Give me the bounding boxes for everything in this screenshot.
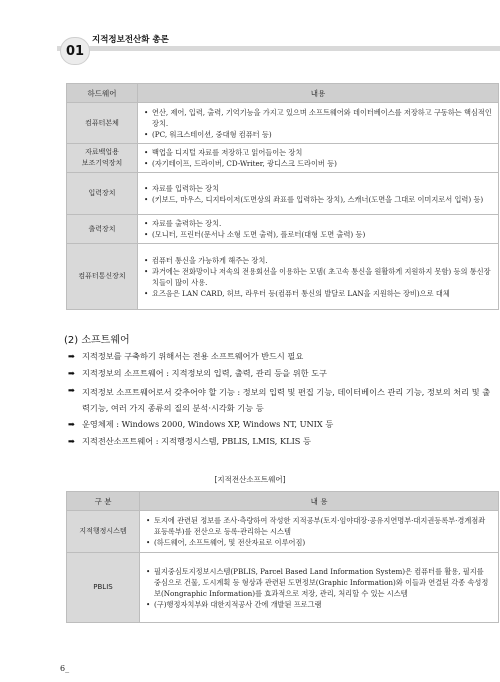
table-row bbox=[67, 144, 499, 173]
arrow-icon: ➡ bbox=[68, 368, 75, 378]
row-content: • 필지중심토지정보시스템(PBLIS, Parcel Based Land Information System)은 컴퓨터를 활용, 필지를 중심으로 건물, 도시계획 등 형상과 관련된 도면정보(Graphic Information)와 이들과 연결된 각종 속성정보(Nongraphic Information)를 효과적으로 저장, 관리, 처리할 수 있는 시스템 • (구)행정자치부와 대한지적공사 간에 개발된 프로그램 bbox=[140, 553, 499, 623]
list-item: (모니터, 프린터(문서나 소형 도면 출력), 플로터(대형 도면 출력) 등) bbox=[152, 230, 366, 239]
row-label: 컴퓨터본체 bbox=[67, 103, 138, 144]
paragraph bbox=[68, 418, 500, 431]
paragraph bbox=[68, 367, 500, 380]
hardware-table bbox=[66, 83, 499, 310]
row-label: PBLIS bbox=[67, 553, 140, 623]
arrow-icon: ➡ bbox=[68, 436, 75, 446]
page-number: 6_ bbox=[60, 664, 70, 673]
list-item: (구)행정자치부와 대한지적공사 간에 개발된 프로그램 bbox=[154, 599, 322, 609]
header-bar bbox=[57, 46, 500, 51]
row-content: • 토지에 관련된 정보를 조사·측량하여 작성한 지적공부(토지·임야대장·공유지연명부·대지권등록부·경계점좌표등록부)를 전산으로 등록·관리하는 시스템 • (하드웨어, 소프트웨어, 및 전산자료로 이루어짐) bbox=[140, 511, 499, 553]
paragraph-text: 지적정보의 소프트웨어 : 지적정보의 입력, 출력, 관리 등을 위한 도구 bbox=[82, 368, 327, 378]
paragraph-text: 지적정보를 구축하기 위해서는 전용 소프트웨어가 반드시 필요 bbox=[82, 351, 304, 361]
table-caption: [지적전산소프트웨어] bbox=[214, 475, 286, 484]
row-content: • 백업을 디지털 자료를 저장하고 읽어들이는 장치 • (자기테이프, 드라이버, CD-Writer, 광디스크 드라이버 등) bbox=[138, 144, 499, 173]
column-header: 내용 bbox=[138, 84, 499, 103]
table-row bbox=[67, 553, 499, 623]
table-row bbox=[67, 173, 499, 215]
paragraph bbox=[68, 384, 498, 416]
paragraph-text: 지적정보 소프트웨어로서 갖추어야 할 기능 : 정보의 입력 및 편집 기능, 데이터베이스 관리 기능, 정보의 처리 및 출력기능, 여러 가지 종류의 질의 분석·시각화 기능 등 bbox=[82, 387, 491, 413]
row-label: 출력장치 bbox=[67, 215, 138, 244]
list-item: 컴퓨터 통신을 가능하게 해주는 장치. bbox=[152, 255, 268, 265]
row-content: • 컴퓨터 통신을 가능하게 해주는 장치. • 과거에는 전화망이나 저속의 전용회선을 이용하는 모뎀( 초고속 통신을 원활하게 지원하지 못함) 등의 통신장치들이 많이 사용. • 요즈음은 LAN CARD, 허브, 라우터 등(컴퓨터 통신의 발달로 LAN을 지원하는 장비)으로 대체 bbox=[138, 244, 499, 310]
list-item: (키보드, 마우스, 디지타이저(도면상의 좌표를 입력하는 장치), 스캐너(도면을 그대로 이미지로서 입력) 등) bbox=[152, 194, 484, 204]
list-item: 백업을 디지털 자료를 저장하고 읽어들이는 장치 bbox=[152, 148, 303, 157]
table-row bbox=[67, 511, 499, 553]
paragraph bbox=[68, 350, 500, 363]
arrow-icon: ➡ bbox=[68, 419, 75, 429]
list-item: 필지중심토지정보시스템(PBLIS, Parcel Based Land Information System)은 컴퓨터를 활용, 필지를 중심으로 건물, 도시계획 등 형상과 관련된 도면정보(Graphic Information)와 이들과 연결된 각종 속성정보(Nongraphic Information)를 효과적으로 저장, 관리, 처리할 수 있는 시스템 bbox=[154, 566, 489, 598]
row-content: • 자료를 출력하는 장치. • (모니터, 프린터(문서나 소형 도면 출력), 플로터(대형 도면 출력) 등) bbox=[138, 215, 499, 244]
row-label: 지적행정시스템 bbox=[67, 511, 140, 553]
row-label bbox=[67, 144, 138, 173]
arrow-icon: ➡ bbox=[68, 385, 75, 395]
list-item: 토지에 관련된 정보를 조사·측량하여 작성한 지적공부(토지·임야대장·공유지연명부·대지권등록부·경계점좌표등록부)를 전산으로 등록·관리하는 시스템 bbox=[154, 516, 486, 536]
column-header: 하드웨어 bbox=[67, 84, 138, 103]
table-row bbox=[67, 244, 499, 310]
header-title: 지적정보전산화 총론 bbox=[92, 35, 169, 45]
list-item: 자료를 입력하는 장치 bbox=[152, 183, 220, 193]
row-content: • 연산, 제어, 입력, 출력, 기억기능을 가지고 있으며 소프트웨어와 데이터베이스를 저장하고 구동하는 핵심적인 장치. • (PC, 워크스테이션, 중대형 컴퓨터 등) bbox=[138, 103, 499, 144]
table-row bbox=[67, 215, 499, 244]
list-item: 과거에는 전화망이나 저속의 전용회선을 이용하는 모뎀( 초고속 통신을 원활하게 지원하지 못함) 등의 통신장치들이 많이 사용. bbox=[152, 266, 491, 287]
table-header-row bbox=[67, 492, 499, 511]
paragraph-text: 운영체제 : Windows 2000, Windows XP, Windows NT, UNIX 등 bbox=[82, 419, 334, 429]
row-label: 입력장치 bbox=[67, 173, 138, 215]
list-item: 요즈음은 LAN CARD, 허브, 라우터 등(컴퓨터 통신의 발달로 LAN을 지원하는 장비)으로 대체 bbox=[152, 288, 450, 298]
list-item: 자료를 출력하는 장치. bbox=[152, 219, 222, 228]
table-header-row bbox=[67, 84, 499, 103]
list-item: 연산, 제어, 입력, 출력, 기억기능을 가지고 있으며 소프트웨어와 데이터베이스를 저장하고 구동하는 핵심적인 장치. bbox=[152, 107, 492, 128]
software-table bbox=[66, 491, 499, 623]
section-title: (2) 소프트웨어 bbox=[64, 335, 130, 346]
column-header: 구 분 bbox=[67, 492, 140, 511]
column-header: 내 용 bbox=[140, 492, 499, 511]
paragraph bbox=[68, 435, 500, 448]
row-label-text: 자료백업용 보조기억장치 bbox=[81, 148, 123, 167]
list-item: (하드웨어, 소프트웨어, 및 전산자료로 이루어짐) bbox=[154, 538, 306, 547]
row-label: 컴퓨터통신장치 bbox=[67, 244, 138, 310]
table-row bbox=[67, 103, 499, 144]
row-content: • 자료를 입력하는 장치 • (키보드, 마우스, 디지타이저(도면상의 좌표를 입력하는 장치), 스캐너(도면을 그대로 이미지로서 입력) 등) bbox=[138, 173, 499, 215]
list-item: (PC, 워크스테이션, 중대형 컴퓨터 등) bbox=[152, 129, 272, 139]
chapter-badge: 01 bbox=[60, 37, 90, 65]
list-item: (자기테이프, 드라이버, CD-Writer, 광디스크 드라이버 등) bbox=[152, 159, 337, 168]
paragraph-text: 지적전산소프트웨어 : 지적행정시스템, PBLIS, LMIS, KLIS 등 bbox=[82, 436, 311, 446]
arrow-icon: ➡ bbox=[68, 351, 75, 361]
